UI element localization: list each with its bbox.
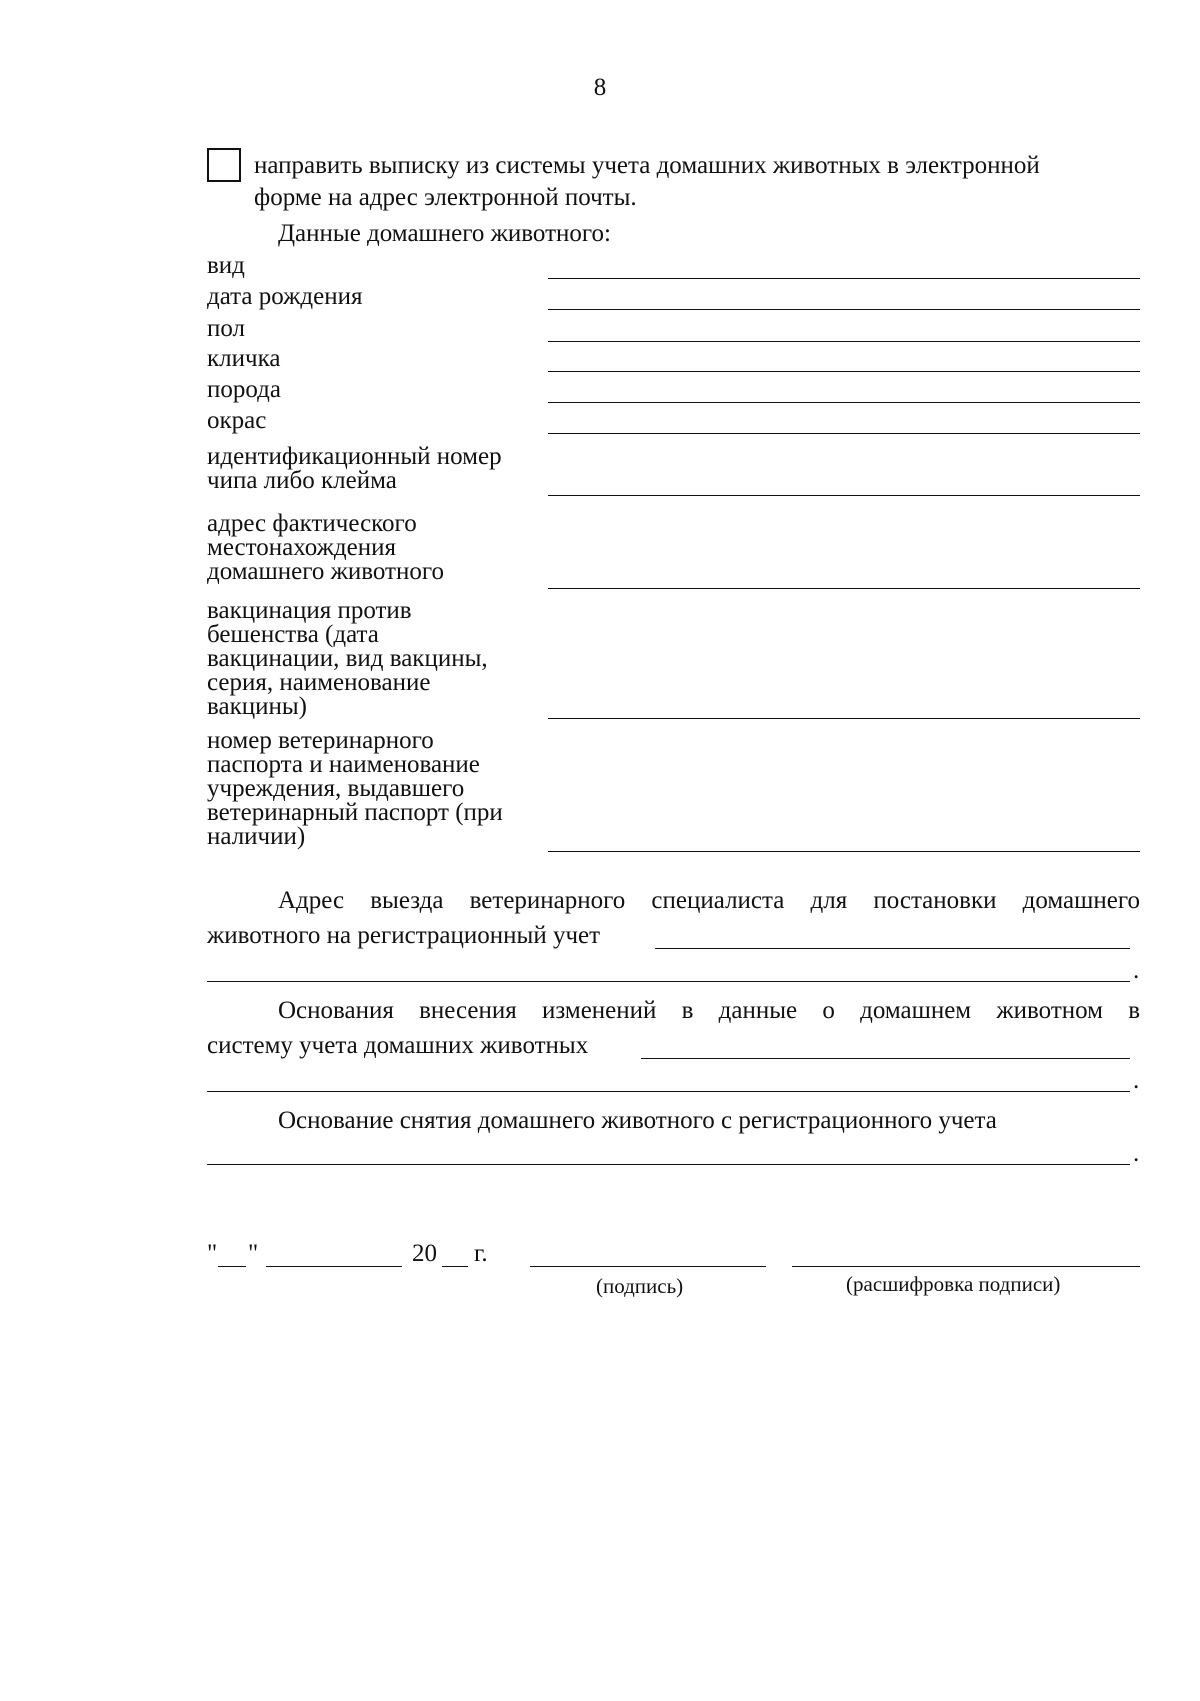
field-label-sex: пол: [207, 315, 246, 342]
vet-address-input-line-1[interactable]: [655, 948, 1130, 949]
email-extract-checkbox[interactable]: [207, 148, 241, 182]
field-label-birth-date: дата рождения: [207, 283, 363, 310]
removal-basis-text: Основание снятия домашнего животного с регистрационного учета: [278, 1107, 997, 1134]
field-line-address[interactable]: [548, 588, 1140, 589]
date-quote-open: ": [207, 1240, 218, 1267]
field-label-rabies-vaccination: вакцинация против бешенства (дата вакцинации, вид вакцины, серия, наименование вакцины): [207, 597, 488, 720]
vet-address-line1: Адрес выезда ветеринарного специалиста для постановки домашнего: [278, 887, 1140, 914]
field-label-vet-passport: номер ветеринарного паспорта и наименование учреждения, выдавшего ветеринарный паспорт (при наличии): [207, 727, 503, 850]
date-day-line[interactable]: [218, 1266, 246, 1267]
field-line-chip-id[interactable]: [548, 495, 1140, 496]
field-line-breed[interactable]: [548, 402, 1140, 403]
date-year-prefix: 20: [412, 1240, 437, 1267]
checkbox-option-line1: направить выписку из системы учета домашних животных в электронной: [254, 152, 1040, 179]
field-line-sex[interactable]: [548, 341, 1140, 342]
field-label-chip-id: идентификационный номер чипа либо клейма: [207, 443, 502, 494]
date-month-line[interactable]: [266, 1266, 402, 1267]
field-label-address: адрес фактического местонахождения домашнего животного: [207, 510, 444, 585]
page-number: 8: [593, 74, 607, 101]
checkbox-option-line2: форме на адрес электронной почты.: [254, 184, 637, 211]
signature-line[interactable]: [530, 1266, 766, 1267]
vet-address-line2: животного на регистрационный учет: [207, 922, 601, 949]
signature-decoding-line[interactable]: [792, 1266, 1140, 1267]
field-label-color: окрас: [207, 407, 267, 434]
field-line-vet-passport[interactable]: [548, 851, 1140, 852]
field-label-breed: порода: [207, 376, 281, 403]
change-basis-input-line-2[interactable]: [207, 1091, 1130, 1092]
signature-decoding-caption: (расшифровка подписи): [846, 1272, 1061, 1296]
field-line-color[interactable]: [548, 433, 1140, 434]
date-year-line[interactable]: [442, 1266, 468, 1267]
vet-address-period: .: [1133, 957, 1140, 984]
change-basis-line1: Основания внесения изменений в данные о домашнем животном в: [278, 997, 1140, 1024]
field-label-name: кличка: [207, 345, 281, 372]
field-line-name[interactable]: [548, 371, 1140, 372]
field-line-species[interactable]: [548, 278, 1140, 279]
removal-basis-period: .: [1133, 1140, 1140, 1167]
change-basis-line2: систему учета домашних животных: [207, 1032, 589, 1059]
change-basis-input-line-1[interactable]: [641, 1058, 1130, 1059]
field-label-species: вид: [207, 252, 245, 279]
pet-data-heading: Данные домашнего животного:: [278, 220, 611, 247]
signature-caption: (подпись): [596, 1274, 684, 1298]
date-quote-close: ": [248, 1240, 259, 1267]
field-line-rabies-vaccination[interactable]: [548, 718, 1140, 719]
field-line-birth-date[interactable]: [548, 309, 1140, 310]
removal-basis-input-line[interactable]: [207, 1164, 1130, 1165]
vet-address-input-line-2[interactable]: [207, 981, 1130, 982]
change-basis-period: .: [1133, 1067, 1140, 1094]
date-year-suffix: г.: [474, 1240, 488, 1267]
